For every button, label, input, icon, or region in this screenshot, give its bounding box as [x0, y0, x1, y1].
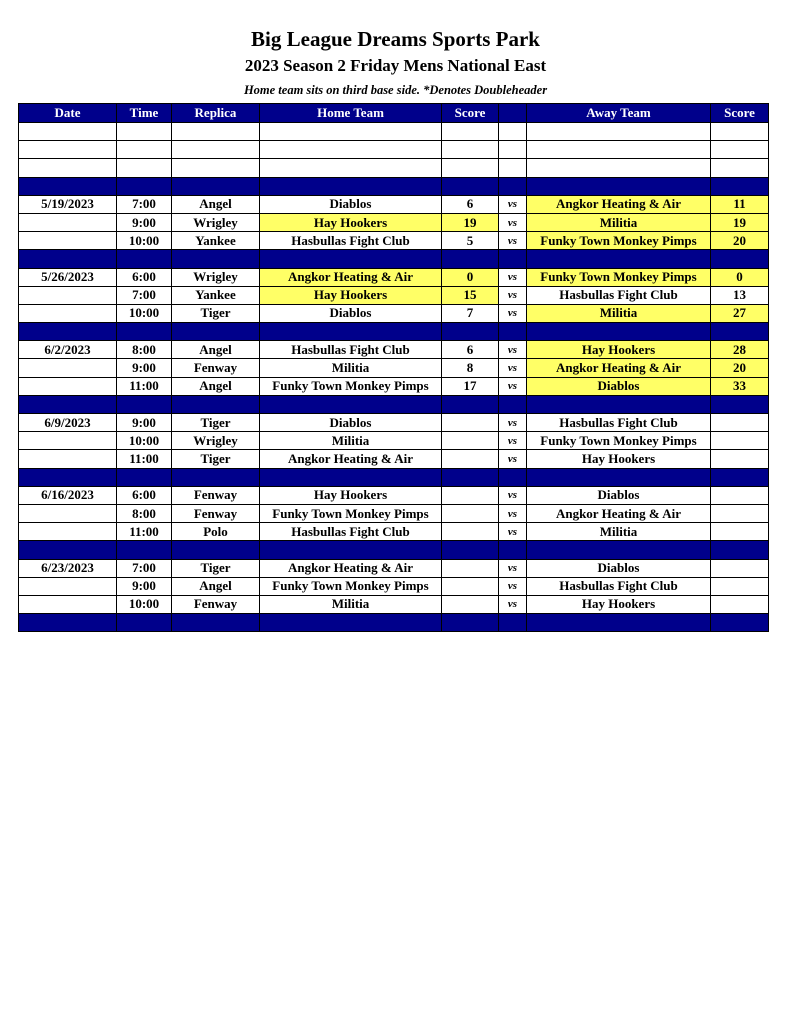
blank-cell: [260, 141, 442, 159]
away-team: Diablos: [527, 559, 711, 577]
blank-cell: [499, 123, 527, 141]
separator-cell: [442, 468, 499, 486]
home-score: [442, 432, 499, 450]
separator-cell: [711, 250, 769, 268]
separator-cell: [499, 395, 527, 413]
separator-cell: [117, 614, 172, 632]
blank-cell: [442, 123, 499, 141]
game-row: [19, 486, 769, 504]
away-score: [711, 595, 769, 613]
away-score: 13: [711, 286, 769, 304]
home-team: Angkor Heating & Air: [260, 559, 442, 577]
blank-row: [19, 159, 769, 177]
away-team: Funky Town Monkey Pimps: [527, 268, 711, 286]
separator-cell: [19, 250, 117, 268]
vs-label: vs: [499, 195, 527, 213]
away-score: [711, 523, 769, 541]
blank-cell: [442, 141, 499, 159]
game-row: [19, 559, 769, 577]
home-score: 6: [442, 341, 499, 359]
blank-cell: [527, 159, 711, 177]
game-date: [19, 432, 117, 450]
separator-cell: [711, 177, 769, 195]
column-header-away-team: Away Team: [527, 104, 711, 123]
home-score: [442, 414, 499, 432]
separator-cell: [172, 468, 260, 486]
game-replica: Yankee: [172, 232, 260, 250]
game-row: [19, 504, 769, 522]
column-header-vs: [499, 104, 527, 123]
separator-cell: [260, 614, 442, 632]
game-replica: Fenway: [172, 504, 260, 522]
game-replica: Polo: [172, 523, 260, 541]
vs-label: vs: [499, 232, 527, 250]
separator-cell: [442, 177, 499, 195]
game-replica: Tiger: [172, 414, 260, 432]
away-team: Funky Town Monkey Pimps: [527, 232, 711, 250]
game-time: 7:00: [117, 195, 172, 213]
separator-cell: [19, 395, 117, 413]
away-score: [711, 432, 769, 450]
game-date: [19, 359, 117, 377]
page-title: Big League Dreams Sports Park: [251, 27, 540, 51]
game-row: [19, 377, 769, 395]
separator-cell: [499, 541, 527, 559]
separator-cell: [172, 614, 260, 632]
away-team: Militia: [527, 304, 711, 322]
separator-cell: [499, 614, 527, 632]
blank-cell: [711, 123, 769, 141]
week-separator-row: [19, 614, 769, 632]
away-team: Hasbullas Fight Club: [527, 577, 711, 595]
home-score: [442, 523, 499, 541]
game-row: [19, 523, 769, 541]
game-row: [19, 595, 769, 613]
blank-row: [19, 123, 769, 141]
vs-label: vs: [499, 304, 527, 322]
game-date: 6/2/2023: [19, 341, 117, 359]
home-score: 15: [442, 286, 499, 304]
separator-cell: [711, 541, 769, 559]
blank-cell: [499, 159, 527, 177]
blank-cell: [117, 159, 172, 177]
separator-cell: [117, 395, 172, 413]
away-team: Diablos: [527, 486, 711, 504]
blank-cell: [499, 141, 527, 159]
blank-cell: [442, 159, 499, 177]
blank-cell: [19, 159, 117, 177]
game-date: 5/19/2023: [19, 195, 117, 213]
game-time: 10:00: [117, 304, 172, 322]
page-note: Home team sits on third base side. *Denotes Doubleheader: [243, 83, 548, 97]
game-date: 6/9/2023: [19, 414, 117, 432]
separator-cell: [19, 614, 117, 632]
away-team: Angkor Heating & Air: [527, 195, 711, 213]
game-row: [19, 268, 769, 286]
vs-label: vs: [499, 341, 527, 359]
away-score: [711, 450, 769, 468]
home-score: 6: [442, 195, 499, 213]
away-score: 28: [711, 341, 769, 359]
blank-cell: [527, 123, 711, 141]
game-time: 10:00: [117, 432, 172, 450]
game-time: 9:00: [117, 577, 172, 595]
blank-row: [19, 141, 769, 159]
away-team: Diablos: [527, 377, 711, 395]
week-separator-row: [19, 250, 769, 268]
table-header-row: [19, 104, 769, 123]
game-row: [19, 213, 769, 231]
game-time: 9:00: [117, 414, 172, 432]
home-team: Militia: [260, 432, 442, 450]
vs-label: vs: [499, 268, 527, 286]
separator-cell: [19, 177, 117, 195]
separator-cell: [711, 614, 769, 632]
away-score: 20: [711, 359, 769, 377]
vs-label: vs: [499, 559, 527, 577]
game-date: [19, 377, 117, 395]
separator-cell: [527, 177, 711, 195]
separator-cell: [527, 541, 711, 559]
separator-cell: [117, 250, 172, 268]
game-date: 5/26/2023: [19, 268, 117, 286]
game-time: 6:00: [117, 486, 172, 504]
separator-cell: [172, 541, 260, 559]
game-time: 9:00: [117, 359, 172, 377]
game-replica: Angel: [172, 577, 260, 595]
vs-label: vs: [499, 450, 527, 468]
home-team: Hasbullas Fight Club: [260, 341, 442, 359]
separator-cell: [527, 468, 711, 486]
home-score: 19: [442, 213, 499, 231]
separator-cell: [527, 614, 711, 632]
game-time: 10:00: [117, 595, 172, 613]
separator-cell: [442, 323, 499, 341]
game-replica: Fenway: [172, 595, 260, 613]
game-row: [19, 359, 769, 377]
game-replica: Wrigley: [172, 432, 260, 450]
game-replica: Angel: [172, 377, 260, 395]
game-date: [19, 213, 117, 231]
vs-label: vs: [499, 213, 527, 231]
week-separator-row: [19, 395, 769, 413]
vs-label: vs: [499, 432, 527, 450]
home-score: [442, 486, 499, 504]
away-team: Hasbullas Fight Club: [527, 414, 711, 432]
game-time: 8:00: [117, 504, 172, 522]
blank-cell: [19, 123, 117, 141]
game-row: [19, 432, 769, 450]
game-row: [19, 414, 769, 432]
home-team: Funky Town Monkey Pimps: [260, 377, 442, 395]
home-team: Hasbullas Fight Club: [260, 232, 442, 250]
away-team: Funky Town Monkey Pimps: [527, 432, 711, 450]
away-score: [711, 504, 769, 522]
home-score: [442, 504, 499, 522]
page-subtitle: 2023 Season 2 Friday Mens National East: [244, 56, 547, 75]
blank-cell: [19, 141, 117, 159]
blank-cell: [117, 141, 172, 159]
away-score: 0: [711, 268, 769, 286]
away-team: Hay Hookers: [527, 595, 711, 613]
vs-label: vs: [499, 523, 527, 541]
separator-cell: [117, 323, 172, 341]
separator-cell: [527, 395, 711, 413]
game-time: 6:00: [117, 268, 172, 286]
home-score: 8: [442, 359, 499, 377]
separator-cell: [172, 177, 260, 195]
blank-cell: [172, 159, 260, 177]
column-header-away-score: Score: [711, 104, 769, 123]
away-team: Hay Hookers: [527, 450, 711, 468]
blank-cell: [172, 123, 260, 141]
game-row: [19, 195, 769, 213]
game-replica: Tiger: [172, 304, 260, 322]
separator-cell: [527, 250, 711, 268]
away-score: [711, 577, 769, 595]
week-separator-row: [19, 541, 769, 559]
game-time: 8:00: [117, 341, 172, 359]
vs-label: vs: [499, 486, 527, 504]
column-header-time: Time: [117, 104, 172, 123]
separator-cell: [442, 250, 499, 268]
game-date: [19, 304, 117, 322]
separator-cell: [172, 395, 260, 413]
game-replica: Angel: [172, 341, 260, 359]
separator-cell: [172, 323, 260, 341]
game-time: 11:00: [117, 377, 172, 395]
home-team: Militia: [260, 359, 442, 377]
vs-label: vs: [499, 359, 527, 377]
game-date: [19, 523, 117, 541]
schedule-table: [18, 103, 769, 632]
column-header-home-team: Home Team: [260, 104, 442, 123]
game-row: [19, 232, 769, 250]
home-team: Diablos: [260, 414, 442, 432]
separator-cell: [499, 177, 527, 195]
game-row: [19, 450, 769, 468]
away-team: Hay Hookers: [527, 341, 711, 359]
away-score: 19: [711, 213, 769, 231]
column-header-home-score: Score: [442, 104, 499, 123]
game-date: [19, 595, 117, 613]
away-score: 27: [711, 304, 769, 322]
separator-cell: [260, 395, 442, 413]
away-team: Angkor Heating & Air: [527, 359, 711, 377]
game-row: [19, 577, 769, 595]
home-team: Angkor Heating & Air: [260, 450, 442, 468]
separator-cell: [260, 250, 442, 268]
game-date: [19, 232, 117, 250]
vs-label: vs: [499, 504, 527, 522]
week-separator-row: [19, 177, 769, 195]
home-score: [442, 450, 499, 468]
vs-label: vs: [499, 414, 527, 432]
home-team: Hasbullas Fight Club: [260, 523, 442, 541]
game-date: 6/16/2023: [19, 486, 117, 504]
away-score: [711, 414, 769, 432]
schedule-body: [19, 123, 769, 632]
blank-cell: [527, 141, 711, 159]
separator-cell: [117, 468, 172, 486]
blank-cell: [711, 159, 769, 177]
game-date: 6/23/2023: [19, 559, 117, 577]
away-score: 20: [711, 232, 769, 250]
home-team: Funky Town Monkey Pimps: [260, 577, 442, 595]
game-replica: Yankee: [172, 286, 260, 304]
game-time: 7:00: [117, 286, 172, 304]
game-date: [19, 504, 117, 522]
game-replica: Tiger: [172, 559, 260, 577]
away-team: Hasbullas Fight Club: [527, 286, 711, 304]
game-time: 11:00: [117, 523, 172, 541]
home-team: Diablos: [260, 304, 442, 322]
vs-label: vs: [499, 377, 527, 395]
home-team: Hay Hookers: [260, 213, 442, 231]
separator-cell: [19, 468, 117, 486]
separator-cell: [19, 541, 117, 559]
separator-cell: [117, 177, 172, 195]
game-date: [19, 577, 117, 595]
separator-cell: [527, 323, 711, 341]
separator-cell: [260, 177, 442, 195]
game-replica: Fenway: [172, 486, 260, 504]
home-score: 17: [442, 377, 499, 395]
game-time: 9:00: [117, 213, 172, 231]
separator-cell: [499, 323, 527, 341]
away-team: Angkor Heating & Air: [527, 504, 711, 522]
column-header-date: Date: [19, 104, 117, 123]
week-separator-row: [19, 323, 769, 341]
separator-cell: [260, 541, 442, 559]
away-score: [711, 486, 769, 504]
away-score: 33: [711, 377, 769, 395]
away-team: Militia: [527, 523, 711, 541]
separator-cell: [117, 541, 172, 559]
vs-label: vs: [499, 595, 527, 613]
game-replica: Tiger: [172, 450, 260, 468]
home-team: Diablos: [260, 195, 442, 213]
blank-cell: [711, 141, 769, 159]
game-date: [19, 450, 117, 468]
game-time: 11:00: [117, 450, 172, 468]
home-score: [442, 595, 499, 613]
away-score: 11: [711, 195, 769, 213]
away-score: [711, 559, 769, 577]
column-header-replica: Replica: [172, 104, 260, 123]
home-team: Militia: [260, 595, 442, 613]
vs-label: vs: [499, 577, 527, 595]
blank-cell: [117, 123, 172, 141]
separator-cell: [499, 468, 527, 486]
game-replica: Wrigley: [172, 213, 260, 231]
separator-cell: [711, 323, 769, 341]
home-score: [442, 559, 499, 577]
game-date: [19, 286, 117, 304]
home-score: 0: [442, 268, 499, 286]
separator-cell: [19, 323, 117, 341]
game-time: 10:00: [117, 232, 172, 250]
blank-cell: [172, 141, 260, 159]
home-score: 5: [442, 232, 499, 250]
game-replica: Angel: [172, 195, 260, 213]
home-team: Funky Town Monkey Pimps: [260, 504, 442, 522]
separator-cell: [260, 468, 442, 486]
game-replica: Fenway: [172, 359, 260, 377]
game-replica: Wrigley: [172, 268, 260, 286]
separator-cell: [442, 614, 499, 632]
separator-cell: [442, 395, 499, 413]
week-separator-row: [19, 468, 769, 486]
separator-cell: [711, 468, 769, 486]
game-time: 7:00: [117, 559, 172, 577]
away-team: Militia: [527, 213, 711, 231]
game-row: [19, 304, 769, 322]
vs-label: vs: [499, 286, 527, 304]
blank-cell: [260, 159, 442, 177]
separator-cell: [711, 395, 769, 413]
separator-cell: [499, 250, 527, 268]
blank-cell: [260, 123, 442, 141]
home-team: Angkor Heating & Air: [260, 268, 442, 286]
home-team: Hay Hookers: [260, 286, 442, 304]
game-row: [19, 286, 769, 304]
home-team: Hay Hookers: [260, 486, 442, 504]
separator-cell: [172, 250, 260, 268]
separator-cell: [442, 541, 499, 559]
game-row: [19, 341, 769, 359]
separator-cell: [260, 323, 442, 341]
home-score: 7: [442, 304, 499, 322]
home-score: [442, 577, 499, 595]
